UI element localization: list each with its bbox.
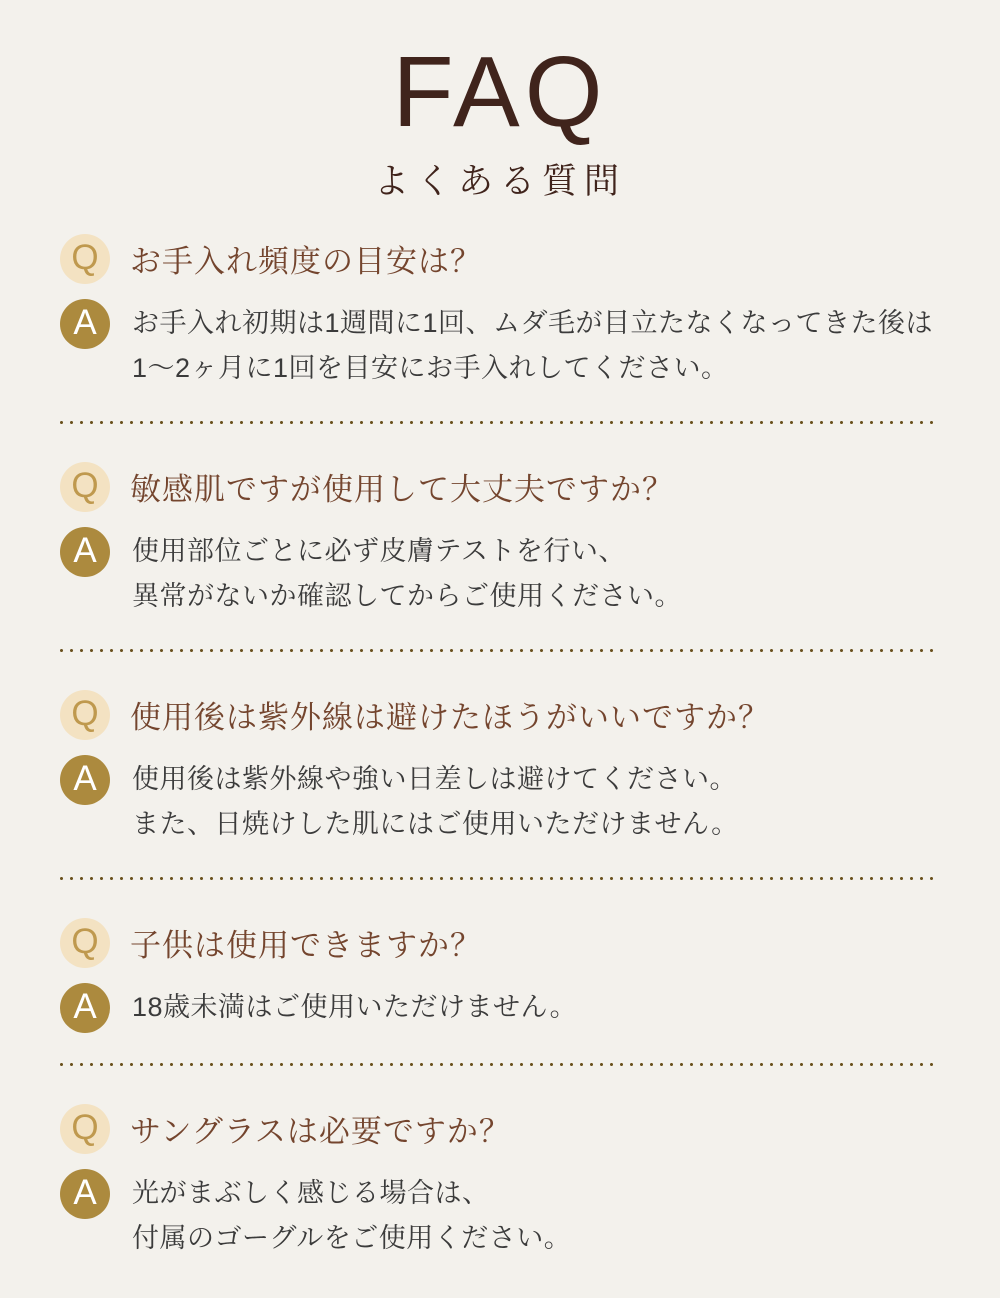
q-badge-icon: Q <box>60 1104 110 1154</box>
answer-line: 光がまぶしく感じる場合は、 <box>132 1177 490 1208</box>
question-row <box>60 462 938 512</box>
a-badge-icon: A <box>60 755 110 805</box>
answer-line: 1〜2ヶ月に1回を目安にお手入れしてください。 <box>132 352 729 383</box>
answer-line: お手入れ初期は1週間に1回、ムダ毛が目立たなくなってきた後は <box>132 307 934 338</box>
faq-item <box>60 462 938 652</box>
q-badge-icon: Q <box>60 234 110 284</box>
q-badge-icon: Q <box>60 918 110 968</box>
answer-row <box>60 1169 938 1261</box>
answer-row <box>60 755 938 847</box>
a-badge-icon: A <box>60 1169 110 1219</box>
answer-text <box>132 299 933 391</box>
answer-row <box>60 299 938 391</box>
q-badge-icon: Q <box>60 462 110 512</box>
question-text: 敏感肌ですが使用して大丈夫ですか？ <box>130 472 674 508</box>
question-row <box>60 918 938 968</box>
answer-line: 異常がないか確認してからご使用ください。 <box>132 580 682 611</box>
question-text: 使用後は紫外線は避けたほうがいいですか？ <box>130 700 770 736</box>
page-title: FAQ <box>392 36 608 148</box>
answer-text <box>132 755 739 847</box>
page-subtitle: よくある質問 <box>373 162 626 201</box>
answer-line: また、日焼けした肌にはご使用いただけません。 <box>132 808 739 839</box>
a-badge-icon: A <box>60 299 110 349</box>
question-row <box>60 234 938 284</box>
question-text: サングラスは必要ですか？ <box>130 1114 511 1150</box>
answer-row <box>60 983 938 1033</box>
faq-item <box>60 918 938 1066</box>
question-text: お手入れ頻度の目安は？ <box>130 244 482 280</box>
answer-line: 18歳未満はご使用いただけません。 <box>132 991 578 1022</box>
q-badge-icon: Q <box>60 690 110 740</box>
dotted-divider <box>60 649 938 652</box>
faq-list <box>0 234 1000 1261</box>
answer-line: 使用後は紫外線や強い日差しは避けてください。 <box>132 763 737 794</box>
faq-header <box>0 0 1000 204</box>
answer-text <box>132 527 682 619</box>
answer-line: 付属のゴーグルをご使用ください。 <box>132 1222 572 1253</box>
question-row <box>60 690 938 740</box>
answer-row <box>60 527 938 619</box>
answer-line: 使用部位ごとに必ず皮膚テストを行い、 <box>132 535 626 566</box>
a-badge-icon: A <box>60 527 110 577</box>
answer-text <box>132 1169 571 1261</box>
dotted-divider <box>60 1063 938 1066</box>
faq-item <box>60 1104 938 1261</box>
dotted-divider <box>60 877 938 880</box>
question-text: 子供は使用できますか？ <box>130 928 482 964</box>
faq-item <box>60 234 938 424</box>
a-badge-icon: A <box>60 983 110 1033</box>
dotted-divider <box>60 421 938 424</box>
faq-item <box>60 690 938 880</box>
question-row <box>60 1104 938 1154</box>
answer-text <box>132 983 577 1030</box>
